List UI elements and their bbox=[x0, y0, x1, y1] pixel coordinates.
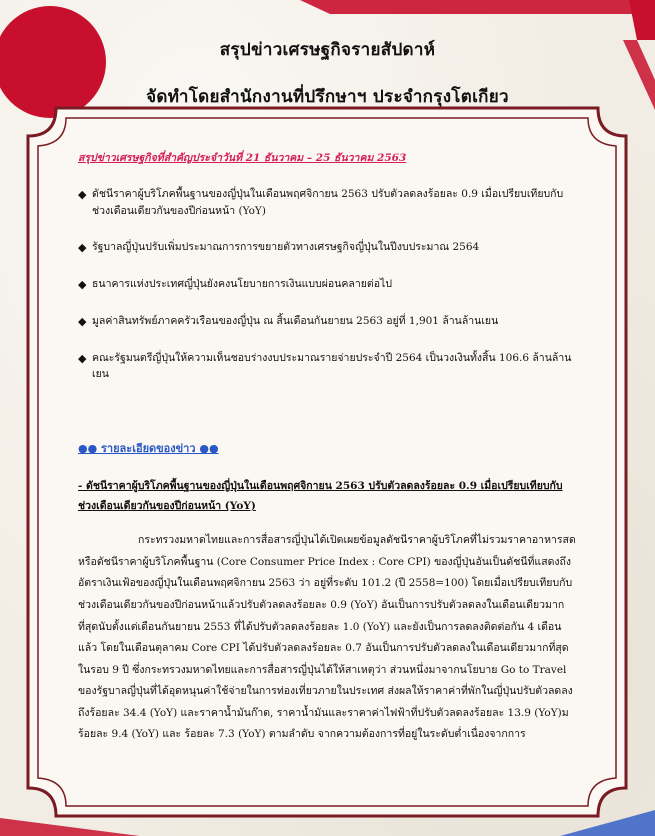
summary-item-text: คณะรัฐมนตรีญี่ปุ่นให้ความเห็นชอบร่างงบประมาณรายจ่ายประจำปี 2564 เป็นวงเงินทั้งสิ้น 106.6 ล้านล้านเยน bbox=[92, 351, 572, 381]
list-item bbox=[78, 350, 580, 383]
list-item bbox=[78, 239, 580, 256]
details-subtitle: - ดัชนีราคาผู้บริโภคพื้นฐานของญี่ปุ่นในเดือนพฤศจิกายน 2563 ปรับตัวลดลงร้อยละ 0.9 เมื่อเปรียบเทียบกับช่วงเดือนเดียวกันของปีก่อนหน้า (YoY) bbox=[78, 479, 563, 512]
summary-item-text: ธนาคารแห่งประเทศญี่ปุ่นยังคงนโยบายการเงินแบบผ่อนคลายต่อไป bbox=[92, 277, 392, 290]
document-header bbox=[0, 36, 655, 110]
summary-item-text: มูลค่าสินทรัพย์ภาคครัวเรือนของญี่ปุ่น ณ สิ้นเดือนกันยายน 2563 อยู่ที่ 1,901 ล้านล้านเยน bbox=[92, 314, 499, 327]
document-subtitle: จัดทำโดยสำนักงานที่ปรึกษาฯ ประจำกรุงโตเกียว bbox=[146, 87, 509, 107]
diamond-bullet-icon: ◆ bbox=[78, 277, 87, 291]
list-item bbox=[78, 186, 580, 219]
summary-title: สรุปข่าวเศรษฐกิจที่สำคัญประจำวันที่ 21 ธันวาคม – 25 ธันวาคม 2563 bbox=[78, 152, 407, 164]
content-area bbox=[78, 150, 580, 746]
diamond-bullet-icon: ◆ bbox=[78, 351, 87, 365]
document-title: สรุปข่าวเศรษฐกิจรายสัปดาห์ bbox=[219, 40, 436, 60]
diamond-bullet-icon: ◆ bbox=[78, 314, 87, 328]
list-item bbox=[78, 313, 580, 330]
summary-item-text: รัฐบาลญี่ปุ่นปรับเพิ่มประมาณการการขยายตัวทางเศรษฐกิจญี่ปุ่นในปีงบประมาณ 2564 bbox=[92, 240, 480, 253]
diamond-bullet-icon: ◆ bbox=[78, 240, 87, 254]
diamond-bullet-icon: ◆ bbox=[78, 188, 87, 202]
top-stripe-decoration bbox=[0, 0, 655, 20]
list-item bbox=[78, 276, 580, 293]
details-title: ●● รายละเอียดของข่าว ●● bbox=[78, 442, 219, 456]
details-paragraph: กระทรวงมหาดไทยและการสื่อสารญี่ปุ่นได้เปิดเผยข้อมูลดัชนีราคาผู้บริโภคที่ไม่รวมราคาอาหารสดหรือดัชนีราคาผู้บริโภคพื้นฐาน (Core Consumer Price Index : Core CPI) ของญี่ปุ่นอันเป็นดัชนีที่แสดงถึงอัตราเงินเฟ้อของญี่ปุ่นในเดือนพฤศจิกายน 2563 ว่า อยู่ที่ระดับ 101.2 (ปี 2558=100) โดยเมื่อเปรียบเทียบกับช่วงเดือนเดียวกันของปีก่อนหน้าแล้วปรับตัวลดลงร้อยละ 0.9 (YoY) อันเป็นการปรับตัวลดลงในเดือนเดียวมากที่สุดนับตั้งแต่เดือนกันยายน 2553 ที่ได้ปรับตัวลดลงร้อยละ 1.0 (YoY) และยังเป็นการลดลงติดต่อกัน 4 เดือนแล้ว โดยในเดือนตุลาคม Core CPI ได้ปรับตัวลดลงร้อยละ 0.7 อันเป็นการปรับตัวลดลงในเดือนเดียวมากที่สุดในรอบ 9 ปี ซึ่งกระทรวงมหาดไทยและการสื่อสารญี่ปุ่นได้ให้สาเหตุว่า ส่วนหนึ่งมาจากนโยบาย Go to Travel ของรัฐบาลญี่ปุ่นที่ได้อุดหนุนค่าใช้จ่ายในการท่องเที่ยวภายในประเทศ ส่งผลให้ราคาค่าที่พักในญี่ปุ่นปรับตัวลดลงถึงร้อยละ 34.4 (YoY) และราคาน้ำมันก๊าด, ราคาน้ำมันและราคาค่าไฟฟ้าที่ปรับตัวลดลงร้อยละ 13.9 (YoY)ม ร้อยละ 9.4 (YoY) และ ร้อยละ 7.3 (YoY) ตามลำดับ จากความต้องการที่อยู่ในระดับต่ำเนื่องจากการ bbox=[78, 534, 576, 741]
summary-item-text: ดัชนีราคาผู้บริโภคพื้นฐานของญี่ปุ่นในเดือนพฤศจิกายน 2563 ปรับตัวลดลงร้อยละ 0.9 เมื่อเปรียบเทียบกับช่วงเดือนเดียวกันของปีก่อนหน้า (YoY) bbox=[92, 188, 564, 217]
